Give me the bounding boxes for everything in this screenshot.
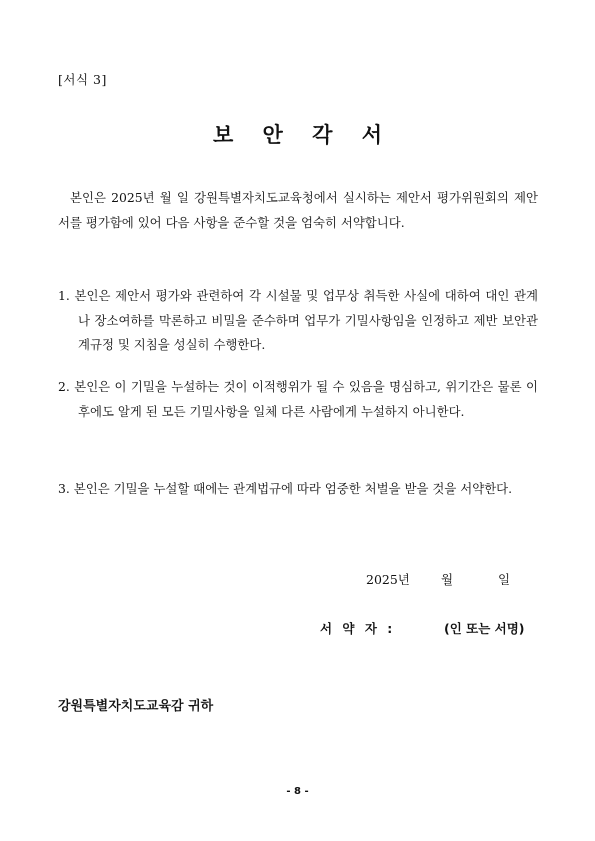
date-day: 일 — [498, 572, 511, 587]
signature-placeholder: (인 또는 서명) — [444, 621, 525, 636]
recipient: 강원특별자치도교육감 귀하 — [58, 699, 214, 714]
clause-2: 2. 본인은 이 기밀을 누설하는 것이 이적행위가 될 수 있음을 명심하고, 위기간은 물론 이후에도 알게 된 모든 기밀사항을 일체 다른 사람에게 누설하지 아니한다. — [58, 379, 538, 419]
clause-3: 3. 본인은 기밀을 누설할 때에는 관계법규에 따라 엄중한 처벌을 받을 것을 서약한다. — [58, 481, 513, 496]
date-line — [366, 570, 510, 588]
form-label: [서식 3] — [58, 72, 107, 87]
pledger-line — [320, 619, 525, 637]
page-number: - 8 - — [286, 786, 309, 797]
date-month: 월 — [441, 572, 454, 587]
intro-paragraph: 본인은 2025년 월 일 강원특별자치도교육청에서 실시하는 제안서 평가위원회의 제안서를 평가함에 있어 다음 사항을 준수할 것을 엄숙히 서약합니다. — [58, 190, 538, 230]
clause-1: 1. 본인은 제안서 평가와 관련하여 각 시설물 및 업무상 취득한 사실에 대하여 대인 관계나 장소여하를 막론하고 비밀을 준수하며 업무가 기밀사항임을 인정하고 제반 보안관계규정 및 지침을 성실히 수행한다. — [58, 288, 538, 352]
document-title: 보 안 각 서 — [212, 123, 394, 147]
date-year: 2025년 — [366, 572, 410, 587]
pledger-label: 서 약 자 : — [320, 621, 396, 636]
